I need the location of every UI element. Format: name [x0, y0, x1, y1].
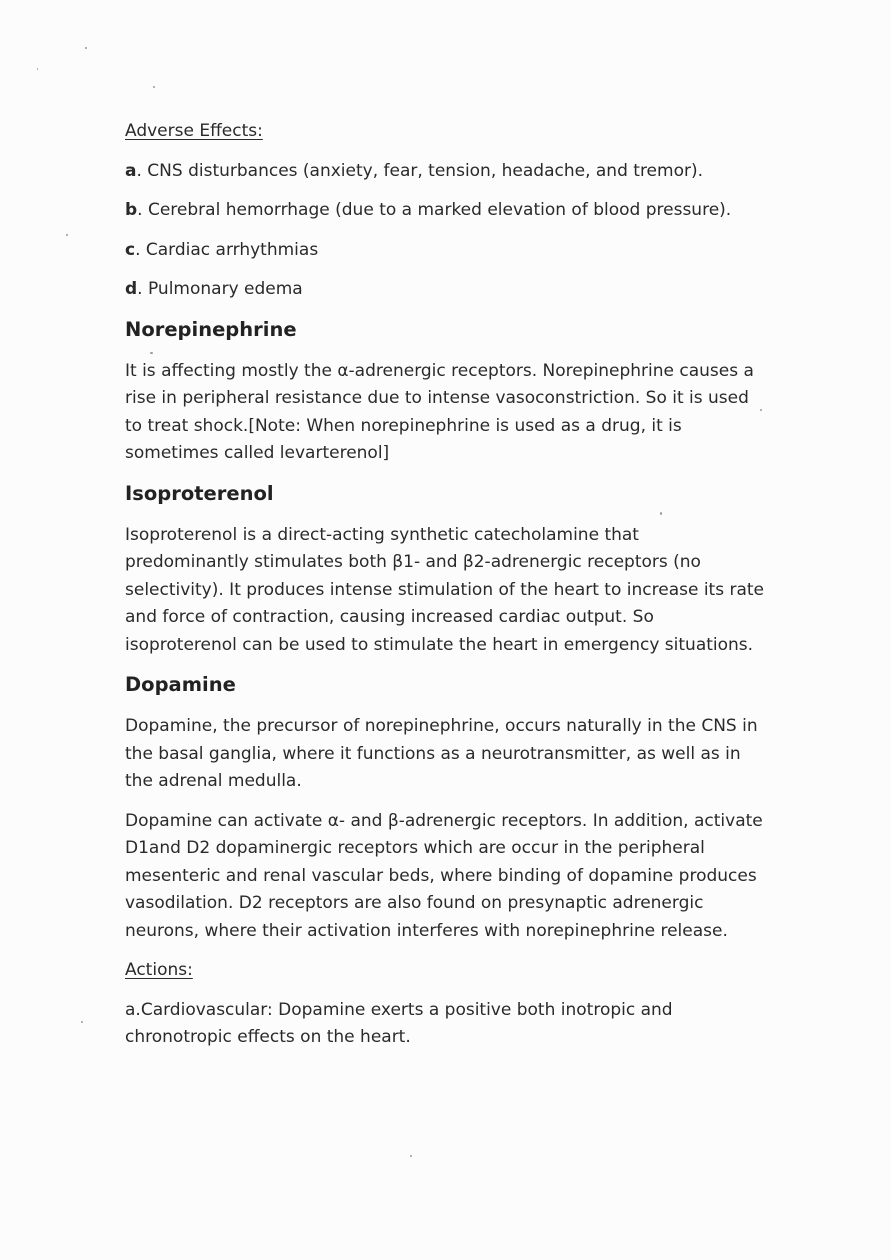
- scan-speck: [66, 234, 68, 236]
- item-text: . Cerebral hemorrhage (due to a marked elevation of blood pressure).: [137, 200, 732, 220]
- isoproterenol-heading: Isoproterenol: [125, 481, 274, 505]
- adverse-effect-item: [125, 158, 765, 186]
- actions-item: a.Cardiovascular: Dopamine exerts a positive both inotropic and chronotropic effects on the heart.: [125, 999, 673, 1047]
- isoproterenol-body: Isoproterenol is a direct-acting synthetic catecholamine that predominantly stimulates both β1- and β2-adrenergic receptors (no selectivity). It produces intense stimulation of the heart to increase its rate and force of contraction, causing increased cardiac output. So isoproterenol can be used to stimulate the heart in emergency situations.: [125, 524, 765, 655]
- scan-speck: [85, 47, 87, 49]
- document-content: [125, 118, 765, 1064]
- dopamine-paragraph-2: Dopamine can activate α- and β-adrenergic receptors. In addition, activate D1and D2 dopaminergic receptors which are occur in the peripheral mesenteric and renal vascular beds, where binding of dopamine produces vasodilation. D2 receptors are also found on presynaptic adrenergic neurons, where their activation interferes with norepinephrine release.: [125, 810, 763, 941]
- adverse-effect-item: [125, 237, 765, 265]
- adverse-effect-item: [125, 276, 765, 304]
- scan-speck: [81, 1021, 83, 1023]
- item-text: . CNS disturbances (anxiety, fear, tension, headache, and tremor).: [136, 160, 704, 181]
- dopamine-paragraph-1: Dopamine, the precursor of norepinephrine, occurs naturally in the CNS in the basal ganglia, where it functions as a neurotransmitter, as well as in the adrenal medulla.: [125, 716, 758, 791]
- scan-speck: [153, 86, 155, 88]
- scan-speck: [410, 1155, 412, 1157]
- norepinephrine-heading: Norepinephrine: [125, 317, 297, 341]
- scan-speck: [37, 68, 38, 70]
- item-text: . Pulmonary edema: [137, 279, 303, 299]
- item-letter: c: [125, 239, 136, 260]
- norepinephrine-body: It is affecting mostly the α-adrenergic receptors. Norepinephrine causes a rise in peripheral resistance due to intense vasoconstriction. So it is used to treat shock.[Note: When norepinephrine is used as a drug, it is sometimes called levarterenol]: [125, 360, 754, 463]
- adverse-effect-item: [125, 197, 765, 225]
- item-letter: b: [125, 200, 138, 220]
- actions-heading: Actions:: [125, 960, 193, 980]
- item-letter: d: [125, 279, 138, 299]
- adverse-effects-heading: Adverse Effects:: [125, 121, 263, 141]
- dopamine-heading: Dopamine: [125, 673, 236, 696]
- item-text: . Cardiac arrhythmias: [135, 239, 319, 260]
- item-letter: a: [125, 160, 137, 181]
